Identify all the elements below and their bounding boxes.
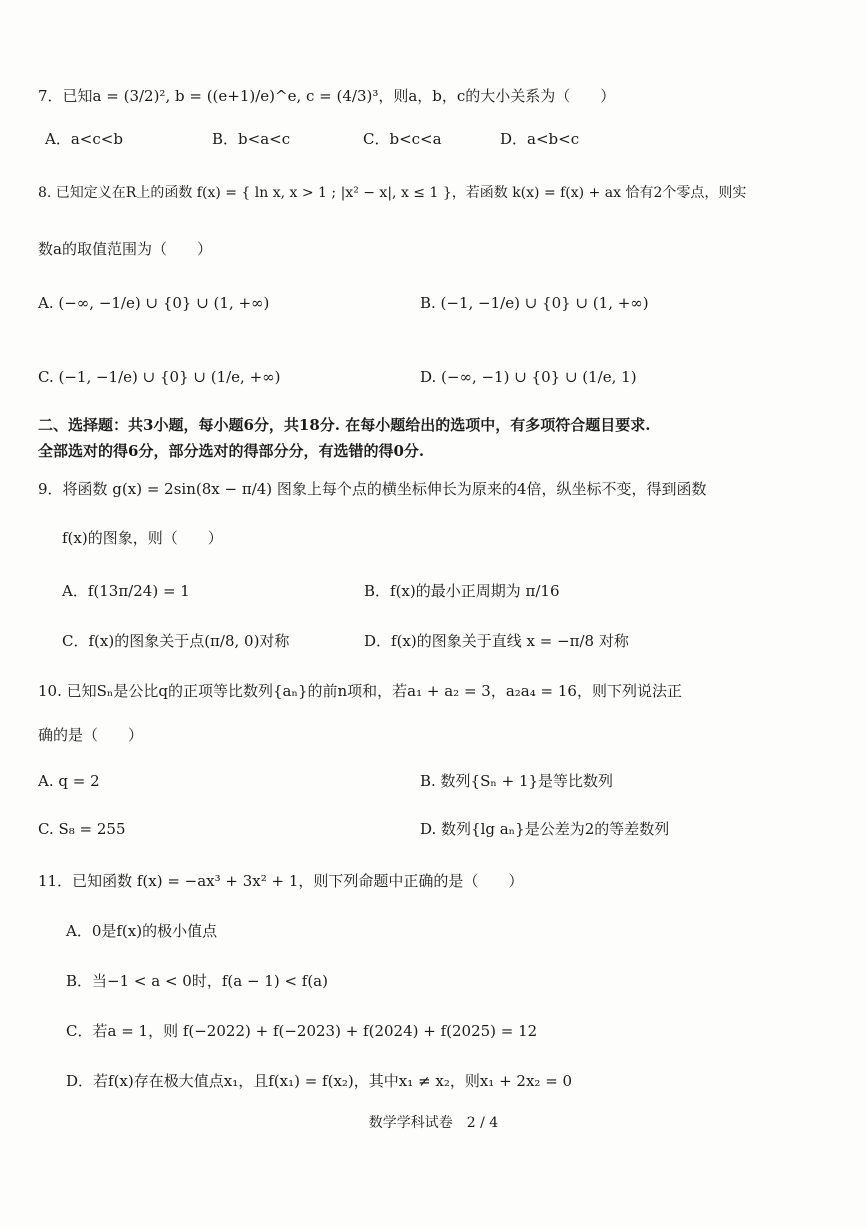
q8-option-d: D. (−∞, −1) ∪ {0} ∪ (1/e, 1) — [420, 368, 637, 386]
q8-stem-line1: 8. 已知定义在R上的函数 f(x) = { ln x, x > 1 ; |x² − x|, x ≤ 1 }，若函数 k(x) = f(x) + ax 恰有2个零点，则实 — [38, 185, 747, 201]
q7-option-c: C．b<c<a — [363, 130, 442, 148]
q10-option-d: D. 数列{lg aₙ}是公差为2的等差数列 — [420, 820, 670, 838]
q11-option-d: D．若f(x)存在极大值点x₁，且f(x₁) = f(x₂)，其中x₁ ≠ x₂，则x₁ + 2x₂ = 0 — [66, 1072, 573, 1090]
q10-stem-line1: 10. 已知Sₙ是公比q的正项等比数列{aₙ}的前n项和，若a₁ + a₂ = 3，a₂a₄ = 16，则下列说法正 — [38, 682, 682, 700]
q7-option-b: B．b<a<c — [212, 130, 291, 148]
q8-option-b: B. (−1, −1/e) ∪ {0} ∪ (1, +∞) — [420, 294, 649, 312]
page-footer: 数学学科试卷 2 / 4 — [368, 1115, 499, 1131]
q9-option-b: B．f(x)的最小正周期为 π/16 — [364, 582, 560, 600]
q9-option-c: C．f(x)的图象关于点(π/8, 0)对称 — [62, 632, 290, 650]
q9-stem-line1: 9．将函数 g(x) = 2sin(8x − π/4) 图象上每个点的横坐标伸长为原来的4倍，纵坐标不变，得到函数 — [38, 480, 707, 498]
q10-stem-line2: 确的是（ ） — [38, 726, 144, 744]
q11-option-c: C．若a = 1，则 f(−2022) + f(−2023) + f(2024) + f(2025) = 12 — [66, 1022, 538, 1040]
q8-option-a: A. (−∞, −1/e) ∪ {0} ∪ (1, +∞) — [38, 294, 270, 312]
section2-heading-line2: 全部选对的得6分，部分选对的得部分分，有选错的得0分. — [38, 442, 425, 460]
q7-stem: 7．已知a = (3/2)², b = ((e+1)/e)^e, c = (4/3)³，则a，b，c的大小关系为（ ） — [38, 87, 616, 105]
q9-option-d: D．f(x)的图象关于直线 x = −π/8 对称 — [364, 632, 629, 650]
q10-option-b: B. 数列{Sₙ + 1}是等比数列 — [420, 772, 614, 790]
q8-option-c: C. (−1, −1/e) ∪ {0} ∪ (1/e, +∞) — [38, 368, 281, 386]
q9-stem-line2: f(x)的图象，则（ ） — [62, 529, 223, 547]
q7-option-d: D．a<b<c — [500, 130, 580, 148]
q11-option-b: B．当−1 < a < 0时，f(a − 1) < f(a) — [66, 972, 328, 990]
q7-option-a: A．a<c<b — [45, 130, 123, 148]
section2-heading-line1: 二、选择题：共3小题，每小题6分，共18分. 在每小题给出的选项中，有多项符合题目要求. — [38, 416, 651, 434]
q10-option-a: A. q = 2 — [38, 772, 100, 790]
q11-stem: 11．已知函数 f(x) = −ax³ + 3x² + 1，则下列命题中正确的是（ ） — [38, 872, 524, 890]
q10-option-c: C. S₈ = 255 — [38, 820, 126, 838]
q9-option-a: A．f(13π/24) = 1 — [62, 582, 190, 600]
q11-option-a: A．0是f(x)的极小值点 — [66, 922, 218, 940]
q8-stem-line2: 数a的取值范围为（ ） — [38, 240, 212, 258]
